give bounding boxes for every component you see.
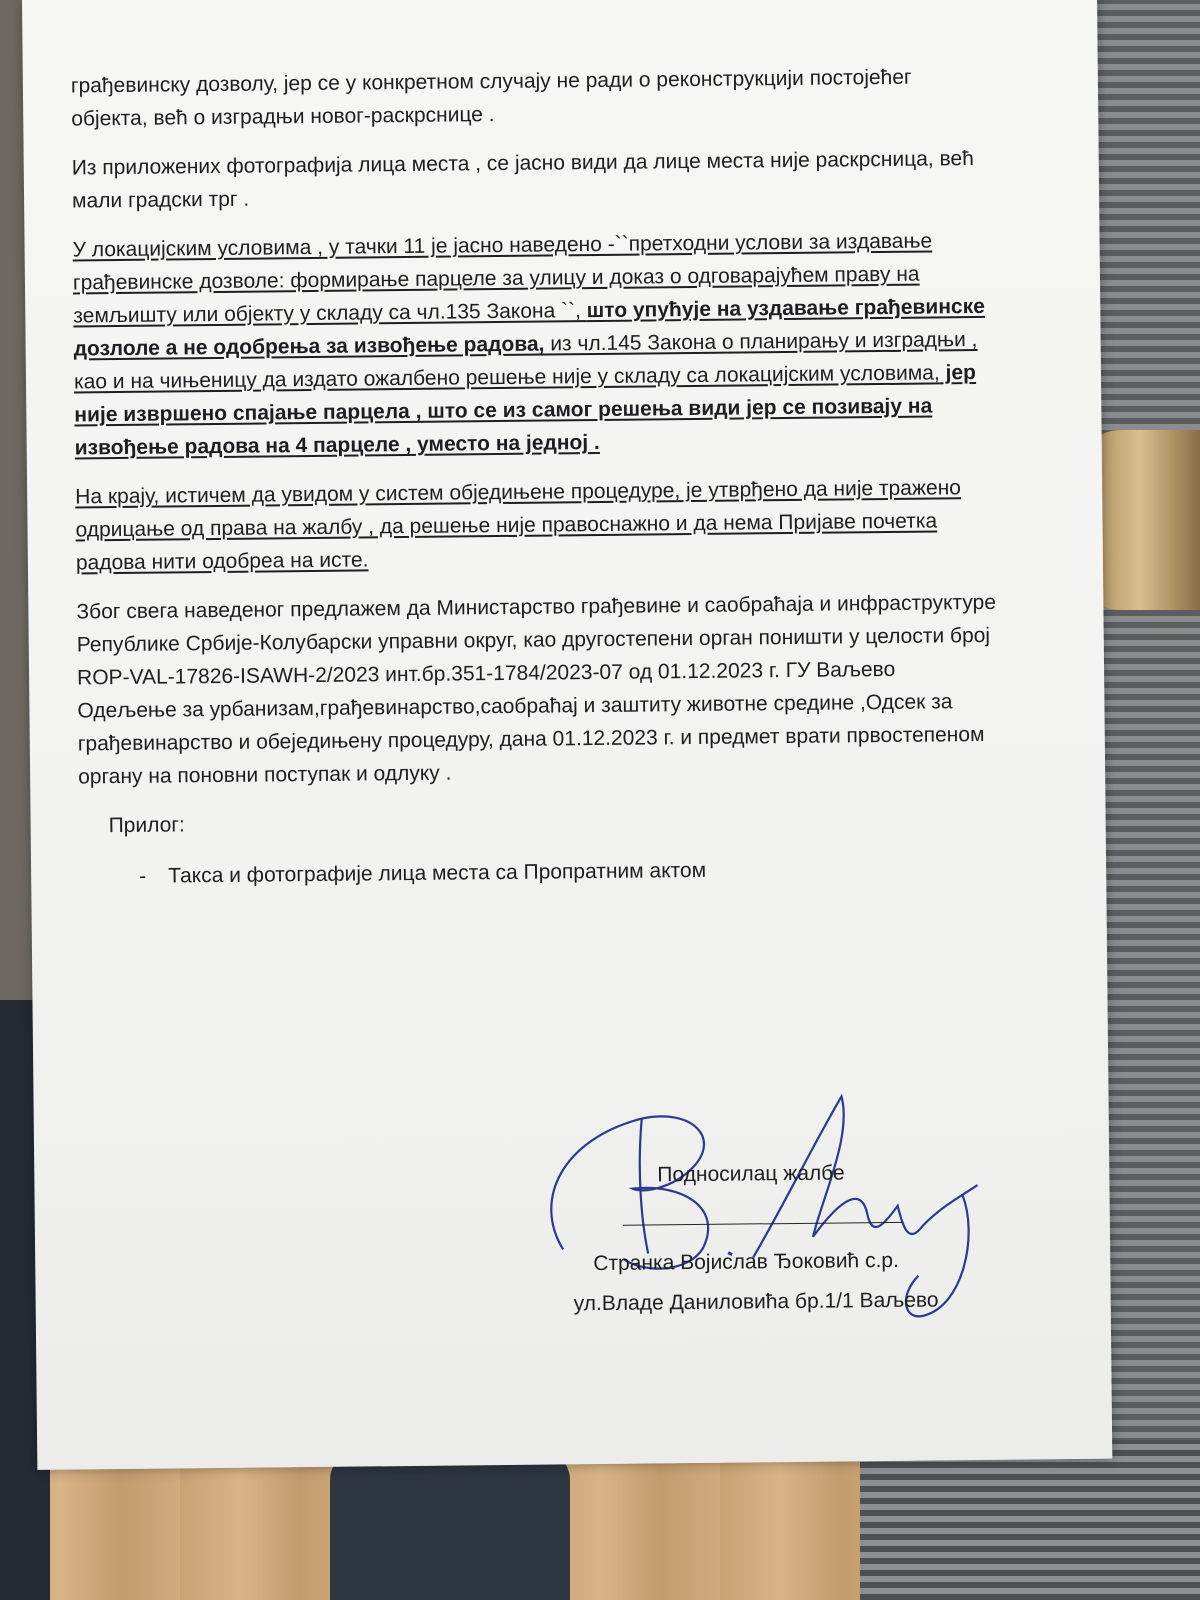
paragraph-3-part-c: из чл.145 Закона о планирању и изградњи , као и на чињеницу да издато ожалбено решење није у складу са локацијским условима, xyxy=(73,328,978,394)
attachments-label: Прилог: xyxy=(108,813,185,838)
document-page xyxy=(22,0,1112,1470)
document-body xyxy=(70,60,1000,1316)
paragraph-3 xyxy=(72,224,994,465)
paragraph-3-bold-b: јер није извршено спајање парцела , што се из самог решења види јер се позивају на извођење радова на 4 парцеле , уместо на једној . xyxy=(74,361,977,460)
signatory-name: Странка Војислав Ђоковић с.р. xyxy=(593,1248,899,1276)
paragraph-3-bold-a: што упућује на уздавање грађевинске дозлоле а не одобрења за извођење радова, xyxy=(73,294,985,361)
paragraph-5: Због свега наведеног предлажем да Министарство грађевине и саобраћаја и инфраструктуре Републике Србије-Колубарски управни округ, као другостепени орган поништи у целости број ROP-VAL-17826-ISAWH-2/2023 инт.бр.351-1784/2023-07 од 01.12.2023 г. ГУ Ваљево Одељење за урбанизам,грађевинарство,саобраћај и заштиту животне средине ,Одсек за грађевинарство и обеједињену процедуру, дана 01.12.2023 г. и предмет врати првостепеном органу на поновни поступак и одлуку . xyxy=(76,590,997,789)
signature-block xyxy=(82,1155,1004,1325)
paragraph-4: На крају, истичем да увидом у систем обједињене процедуре, је утврђено да није тражено одрицање од права на жалбу , да решење није правоснажно и да нема Пријаве почетка радова нити одобреа на исте. xyxy=(75,476,962,575)
paragraph-3-part-a: У локацијским условима , у тачки 11 је јасно наведено -``претходни услови за издавање грађевинске дозволе: формирање парцеле за улицу и доказ о одговарајућем праву на земљишту или објекту у складу са чл.135 Закона ``, xyxy=(72,229,933,328)
attachment-item xyxy=(79,851,999,894)
paragraph-1: грађевинску дозволу, јер се у конкретном случају не ради о реконструкцији постојећег објекта, већ о изградњи новог-раскрснице . xyxy=(70,65,912,131)
signatory-address: ул.Владе Даниловића бр.1/1 Ваљево xyxy=(573,1288,939,1316)
paragraph-2: Из приложених фотографија лица места , се јасно види да лице места није раскрсница, већ мали градски трг . xyxy=(71,147,974,213)
attachment-text: Такса и фотографије лица места са Пропратним актом xyxy=(168,858,707,888)
signature-title: Подносилац жалбе xyxy=(657,1161,845,1187)
carpet-corner xyxy=(860,1440,1200,1600)
person-leg xyxy=(330,1450,570,1600)
attachment-bullet: - xyxy=(139,864,147,888)
